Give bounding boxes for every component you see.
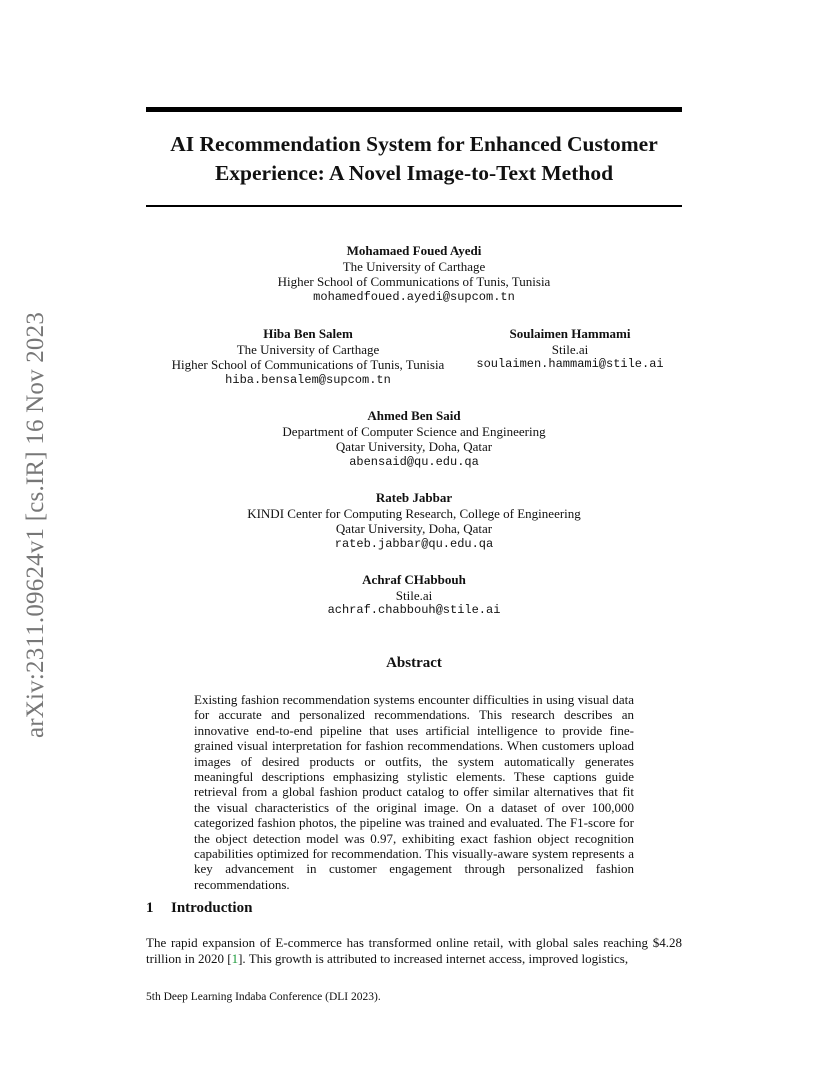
title-rule-bottom bbox=[146, 205, 682, 207]
author-affiliation: Department of Computer Science and Engineering bbox=[282, 423, 546, 439]
author-email[interactable]: rateb.jabbar@qu.edu.qa bbox=[334, 536, 494, 551]
author-block bbox=[146, 490, 682, 552]
author-affiliation: Qatar University, Doha, Qatar bbox=[335, 521, 493, 536]
paper-title bbox=[146, 130, 682, 188]
author-affiliation: KINDI Center for Computing Research, College of Engineering bbox=[247, 505, 581, 521]
author-affiliation: Stile.ai bbox=[395, 587, 433, 603]
author-email[interactable]: achraf.chabbouh@stile.ai bbox=[327, 603, 501, 617]
author-affiliation: Higher School of Communications of Tunis, Tunisia bbox=[171, 357, 445, 372]
title-line-2: Experience: A Novel Image-to-Text Method bbox=[214, 161, 614, 185]
author-affiliation: The University of Carthage bbox=[342, 258, 486, 274]
introduction-paragraph bbox=[146, 935, 682, 966]
citation-link[interactable]: 1 bbox=[231, 950, 239, 966]
author-affiliation: Qatar University, Doha, Qatar bbox=[335, 439, 493, 454]
author-block bbox=[470, 326, 670, 373]
author-block bbox=[158, 326, 458, 388]
section-number: 1 bbox=[146, 900, 154, 916]
author-email[interactable]: mohamedfoued.ayedi@supcom.tn bbox=[313, 289, 515, 304]
author-name: Soulaimen Hammami bbox=[509, 326, 631, 341]
author-affiliation: Stile.ai bbox=[551, 341, 589, 357]
abstract-heading: Abstract bbox=[386, 655, 442, 671]
intro-text: The rapid expansion of E-commerce has transformed online retail, with global sales reaching $4.28 trillion in 2020 [ bbox=[146, 935, 682, 966]
author-affiliation: The University of Carthage bbox=[236, 341, 380, 357]
section-title: Introduction bbox=[171, 900, 253, 916]
author-name: Rateb Jabbar bbox=[375, 490, 453, 505]
author-email[interactable]: hiba.bensalem@supcom.tn bbox=[225, 372, 391, 387]
arxiv-identifier: arXiv:2311.09624v1 [cs.IR] 16 Nov 2023 bbox=[22, 311, 49, 739]
author-email[interactable]: abensaid@qu.edu.qa bbox=[349, 454, 479, 469]
author-block bbox=[146, 408, 682, 470]
author-affiliation: Higher School of Communications of Tunis, Tunisia bbox=[277, 274, 551, 289]
intro-text: ]. This growth is attributed to increased internet access, improved logistics, bbox=[238, 950, 629, 966]
conference-footnote: 5th Deep Learning Indaba Conference (DLI 2023). bbox=[146, 991, 381, 1003]
title-line-1: AI Recommendation System for Enhanced Customer bbox=[170, 132, 658, 156]
author-name: Hiba Ben Salem bbox=[263, 326, 353, 341]
abstract-text: Existing fashion recommendation systems encounter difficulties in using visual data for accurate and personalized recommendations. This research describes an innovative end-to-end pipeline that uses artificial intelligence to provide fine-grained visual interpretation for fashion recommendations. When customers upload images of desired products or outfits, the system automatically generates meaningful descriptions emphasizing stylistic elements. These captions guide retrieval from a global fashion product catalog to offer similar alternatives that fit the visual characteristics of the original image. On a dataset of over 100,000 categorized fashion photos, the pipeline was trained and evaluated. The F1-score for the object detection model was 0.97, exhibiting exact fashion object recognition capabilities optimized for recommendation. This visually-aware system represents a key advancement in customer engagement through personalized fashion recommendations. bbox=[194, 692, 634, 892]
author-block bbox=[146, 572, 682, 619]
author-email[interactable]: soulaimen.hammami@stile.ai bbox=[476, 357, 664, 371]
author-name: Mohamaed Foued Ayedi bbox=[346, 243, 482, 258]
author-block bbox=[146, 243, 682, 305]
section-heading bbox=[146, 900, 252, 917]
title-rule-top bbox=[146, 107, 682, 112]
author-name: Achraf CHabbouh bbox=[362, 572, 466, 587]
author-name: Ahmed Ben Said bbox=[367, 408, 461, 423]
